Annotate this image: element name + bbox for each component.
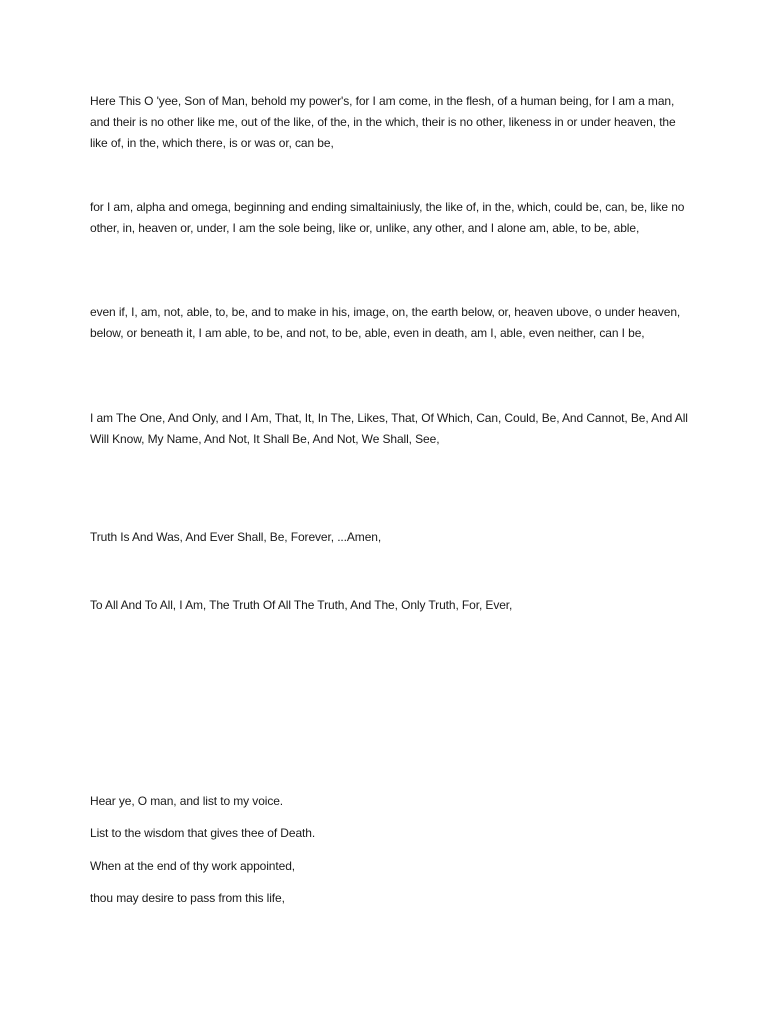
verse-line-3: When at the end of thy work appointed,: [90, 859, 295, 873]
verse-line-4: thou may desire to pass from this life,: [90, 891, 285, 905]
paragraph-4: I am The One, And Only, and I Am, That, It, In The, Likes, That, Of Which, Can, Could, Be, And Cannot, Be, And All Will Know, My Name, And Not, It Shall Be, And Not, We Shall, See,: [90, 411, 688, 446]
paragraph-6: To All And To All, I Am, The Truth Of All The Truth, And The, Only Truth, For, Ever,: [90, 598, 513, 612]
paragraph-5: Truth Is And Was, And Ever Shall, Be, Forever, ...Amen,: [90, 530, 382, 544]
paragraph-1: Here This O 'yee, Son of Man, behold my power's, for I am come, in the flesh, of a human being, for I am a man, and their is no other like me, out of the like, of the, in the which, their is no other, likeness in or under heaven, the like of, in the, which there, is or was or, can be,: [90, 94, 676, 150]
paragraph-2: for I am, alpha and omega, beginning and ending simaltainiusly, the like of, in the, which, could be, can, be, like no other, in, heaven or, under, I am the sole being, like or, unlike, any other, and I alone am, able, to be, able,: [90, 200, 685, 235]
verse-line-2: List to the wisdom that gives thee of Death.: [90, 826, 316, 840]
paragraph-3: even if, I, am, not, able, to, be, and to make in his, image, on, the earth below, or, heaven ubove, o under heaven, below, or beneath it, I am able, to be, and not, to be, able, even in death, am I, able, even neither, can I be,: [90, 305, 681, 340]
verse-line-1: Hear ye, O man, and list to my voice.: [90, 794, 284, 808]
